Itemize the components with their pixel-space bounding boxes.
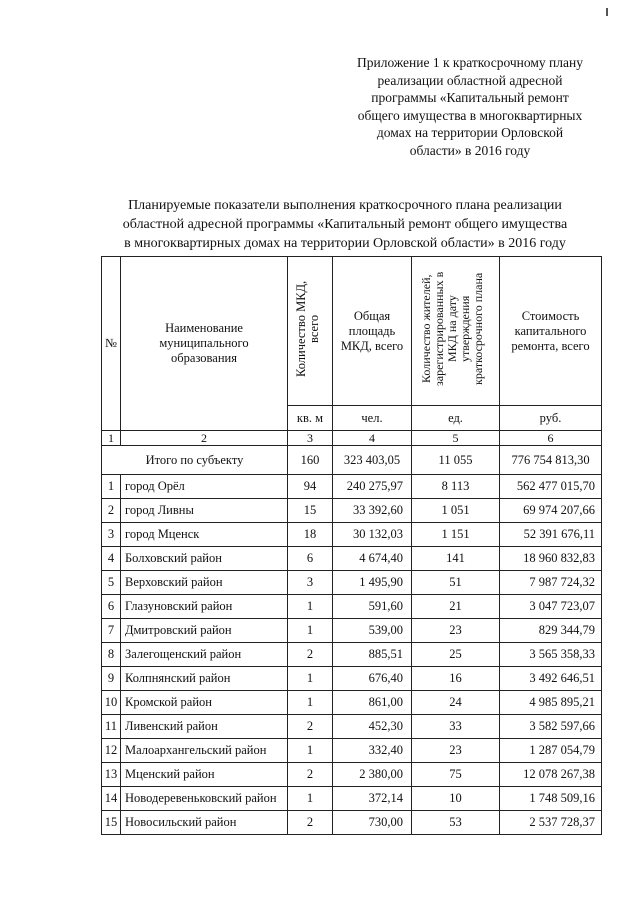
- mkd-area: 4 674,40: [333, 547, 412, 571]
- col-number: 6: [500, 431, 602, 446]
- header-cost: [500, 257, 602, 406]
- residents-count: 23: [412, 739, 500, 763]
- header-name: [121, 257, 288, 431]
- title-line: областной адресной программы «Капитальный ремонт общего имущества: [122, 217, 568, 232]
- residents-count: 16: [412, 667, 500, 691]
- table-row: [102, 667, 602, 691]
- residents-count: 1 151: [412, 523, 500, 547]
- mkd-area: 539,00: [333, 619, 412, 643]
- mkd-area: 332,40: [333, 739, 412, 763]
- row-number: 6: [102, 595, 121, 619]
- mkd-count: 1: [288, 691, 333, 715]
- mkd-area: 730,00: [333, 811, 412, 835]
- residents-count: 24: [412, 691, 500, 715]
- municipality-name: Кромской район: [121, 691, 288, 715]
- table-row: [102, 715, 602, 739]
- repair-cost: 1 287 054,79: [500, 739, 602, 763]
- indicators-table: [101, 256, 602, 835]
- table-row: [102, 739, 602, 763]
- row-number: 14: [102, 787, 121, 811]
- table-row: [102, 619, 602, 643]
- header-row: [102, 257, 602, 406]
- municipality-name: Верховский район: [121, 571, 288, 595]
- residents-count: 21: [412, 595, 500, 619]
- table-row: [102, 691, 602, 715]
- header-residents: [412, 257, 500, 406]
- title-line: Планируемые показатели выполнения краткосрочного плана реализации: [128, 198, 562, 213]
- header-residents-text: Количество жителей, зарегистрированных в МКД на дату утверждения краткосрочного плана: [418, 271, 485, 387]
- mkd-count: 2: [288, 715, 333, 739]
- row-number: 1: [102, 475, 121, 499]
- municipality-name: город Ливны: [121, 499, 288, 523]
- row-number: 5: [102, 571, 121, 595]
- repair-cost: 18 960 832,83: [500, 547, 602, 571]
- municipality-name: Мценский район: [121, 763, 288, 787]
- residents-count: 8 113: [412, 475, 500, 499]
- corner-mark: [606, 8, 608, 16]
- mkd-count: 2: [288, 811, 333, 835]
- header-mkd-count: [288, 257, 333, 406]
- residents-count: 10: [412, 787, 500, 811]
- column-numbers-row: [102, 431, 602, 446]
- total-row: [102, 446, 602, 475]
- repair-cost: 12 078 267,38: [500, 763, 602, 787]
- row-number: 12: [102, 739, 121, 763]
- row-number: 7: [102, 619, 121, 643]
- municipality-name: Глазуновский район: [121, 595, 288, 619]
- total-area: 323 403,05: [333, 446, 412, 475]
- mkd-area: 372,14: [333, 787, 412, 811]
- col-number: 4: [333, 431, 412, 446]
- unit-cost: руб.: [500, 406, 602, 431]
- appendix-note: [330, 54, 610, 159]
- mkd-count: 94: [288, 475, 333, 499]
- appendix-line: Приложение 1 к краткосрочному плану: [357, 55, 583, 70]
- repair-cost: 1 748 509,16: [500, 787, 602, 811]
- col-number: 3: [288, 431, 333, 446]
- row-number: 15: [102, 811, 121, 835]
- table-row: [102, 595, 602, 619]
- repair-cost: 829 344,79: [500, 619, 602, 643]
- municipality-name: Колпнянский район: [121, 667, 288, 691]
- row-number: 3: [102, 523, 121, 547]
- col-number: 1: [102, 431, 121, 446]
- mkd-count: 3: [288, 571, 333, 595]
- residents-count: 33: [412, 715, 500, 739]
- repair-cost: 69 974 207,66: [500, 499, 602, 523]
- header-area: [333, 257, 412, 406]
- repair-cost: 2 537 728,37: [500, 811, 602, 835]
- row-number: 8: [102, 643, 121, 667]
- table-row: [102, 787, 602, 811]
- mkd-count: 1: [288, 739, 333, 763]
- unit-residents: ед.: [412, 406, 500, 431]
- row-number: 13: [102, 763, 121, 787]
- municipality-name: Болховский район: [121, 547, 288, 571]
- repair-cost: 3 582 597,66: [500, 715, 602, 739]
- appendix-line: общего имущества в многоквартирных: [357, 107, 583, 123]
- municipality-name: Малоархангельский район: [121, 739, 288, 763]
- municipality-name: Ливенский район: [121, 715, 288, 739]
- repair-cost: 7 987 724,32: [500, 571, 602, 595]
- residents-count: 23: [412, 619, 500, 643]
- repair-cost: 4 985 895,21: [500, 691, 602, 715]
- col-number: 5: [412, 431, 500, 446]
- repair-cost: 3 565 358,33: [500, 643, 602, 667]
- appendix-line: программы «Капитальный ремонт: [371, 90, 569, 105]
- col-number: 2: [121, 431, 288, 446]
- appendix-line: реализации областной адресной: [377, 72, 563, 88]
- mkd-area: 33 392,60: [333, 499, 412, 523]
- row-number: 4: [102, 547, 121, 571]
- total-residents: 11 055: [412, 446, 500, 475]
- mkd-area: 452,30: [333, 715, 412, 739]
- header-mkd-count-text: Количество МКД, всего: [294, 280, 321, 378]
- mkd-area: 861,00: [333, 691, 412, 715]
- row-number: 11: [102, 715, 121, 739]
- mkd-area: 30 132,03: [333, 523, 412, 547]
- municipality-name: Дмитровский район: [121, 619, 288, 643]
- title-line: в многоквартирных домах на территории Орловской области» в 2016 году: [124, 236, 566, 251]
- total-count: 160: [288, 446, 333, 475]
- mkd-area: 676,40: [333, 667, 412, 691]
- mkd-count: 1: [288, 667, 333, 691]
- table-row: [102, 571, 602, 595]
- unit-count: кв. м: [288, 406, 333, 431]
- mkd-area: 591,60: [333, 595, 412, 619]
- residents-count: 51: [412, 571, 500, 595]
- table-row: [102, 763, 602, 787]
- mkd-count: 1: [288, 787, 333, 811]
- document-title: [100, 196, 590, 253]
- row-number: 9: [102, 667, 121, 691]
- table-row: [102, 811, 602, 835]
- mkd-area: 1 495,90: [333, 571, 412, 595]
- table-row: [102, 547, 602, 571]
- header-area-text: Общая площадь МКД, всего: [340, 308, 404, 353]
- header-name-text: Наименование муниципального образования: [159, 321, 249, 365]
- residents-count: 25: [412, 643, 500, 667]
- municipality-name: город Мценск: [121, 523, 288, 547]
- header-cost-text: Стоимость капитального ремонта, всего: [511, 308, 590, 353]
- municipality-name: Новосильский район: [121, 811, 288, 835]
- repair-cost: 562 477 015,70: [500, 475, 602, 499]
- table-row: [102, 523, 602, 547]
- row-number: 10: [102, 691, 121, 715]
- municipality-name: Залегощенский район: [121, 643, 288, 667]
- header-num: №: [102, 257, 121, 431]
- repair-cost: 52 391 676,11: [500, 523, 602, 547]
- row-number: 2: [102, 499, 121, 523]
- mkd-count: 1: [288, 595, 333, 619]
- mkd-count: 6: [288, 547, 333, 571]
- mkd-count: 18: [288, 523, 333, 547]
- mkd-count: 15: [288, 499, 333, 523]
- total-cost: 776 754 813,30: [500, 446, 602, 475]
- residents-count: 53: [412, 811, 500, 835]
- mkd-area: 885,51: [333, 643, 412, 667]
- repair-cost: 3 047 723,07: [500, 595, 602, 619]
- municipality-name: Новодеревеньковский район: [121, 787, 288, 811]
- mkd-count: 2: [288, 763, 333, 787]
- residents-count: 1 051: [412, 499, 500, 523]
- mkd-area: 2 380,00: [333, 763, 412, 787]
- mkd-count: 1: [288, 619, 333, 643]
- appendix-line: домах на территории Орловской: [376, 125, 564, 140]
- mkd-count: 2: [288, 643, 333, 667]
- municipality-name: город Орёл: [121, 475, 288, 499]
- repair-cost: 3 492 646,51: [500, 667, 602, 691]
- total-label: Итого по субъекту: [102, 446, 288, 475]
- table-row: [102, 499, 602, 523]
- table-row: [102, 643, 602, 667]
- appendix-line: области» в 2016 году: [409, 142, 531, 158]
- unit-area: чел.: [333, 406, 412, 431]
- table-row: [102, 475, 602, 499]
- residents-count: 141: [412, 547, 500, 571]
- residents-count: 75: [412, 763, 500, 787]
- mkd-area: 240 275,97: [333, 475, 412, 499]
